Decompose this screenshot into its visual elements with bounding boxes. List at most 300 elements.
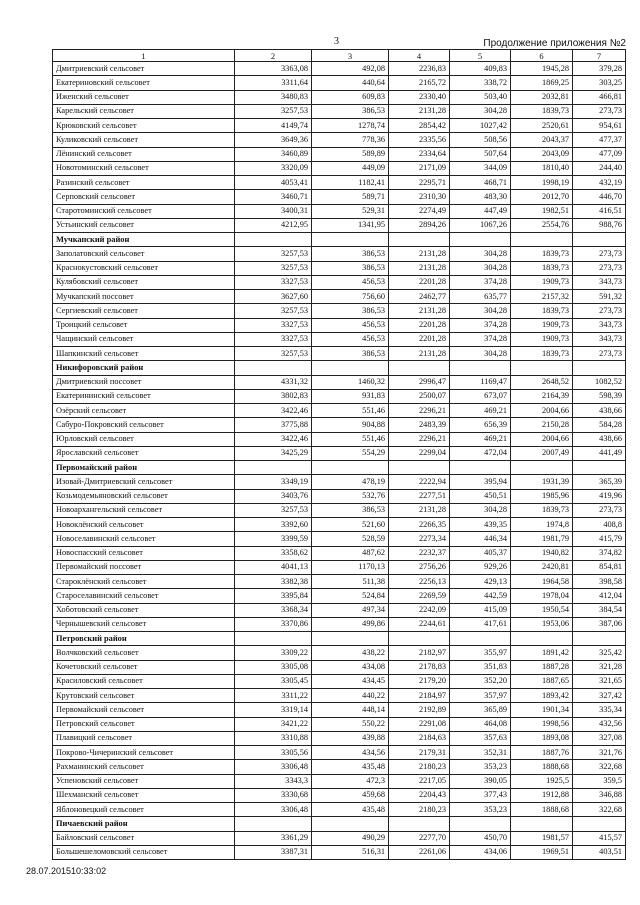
value-cell-col-2: 3392,60 [235, 518, 312, 532]
table-row [53, 318, 626, 332]
value-cell-col-3: 440,22 [312, 689, 389, 703]
value-cell-col-3: 472,3 [312, 774, 389, 788]
value-cell-col-4: 2295,71 [389, 176, 450, 190]
value-cell-col-5: 374,28 [450, 275, 511, 289]
value-cell-col-7: 415,57 [573, 831, 626, 845]
value-cell-col-5: 673,07 [450, 389, 511, 403]
municipality-name: Козьмодемьяновский сельсовет [53, 489, 235, 503]
value-cell-col-2: 3257,53 [235, 247, 312, 261]
municipality-name: Сабуро-Покровский сельсовет [53, 418, 235, 432]
value-cell-col-7: 466,81 [573, 90, 626, 104]
empty-cell [573, 233, 626, 247]
value-cell-col-3: 521,60 [312, 518, 389, 532]
value-cell-col-5: 353,23 [450, 760, 511, 774]
municipality-name: Староселавинский сельсовет [53, 589, 235, 603]
value-cell-col-5: 429,13 [450, 575, 511, 589]
table-row [53, 831, 626, 845]
value-cell-col-6: 2150,28 [511, 418, 573, 432]
table-row [53, 746, 626, 760]
column-number-2: 2 [235, 50, 312, 62]
value-cell-col-7: 273,73 [573, 104, 626, 118]
district-name: Первомайский район [53, 461, 235, 475]
value-cell-col-4: 2462,77 [389, 290, 450, 304]
empty-cell [312, 817, 389, 831]
value-cell-col-3: 554,29 [312, 446, 389, 460]
column-number-5: 5 [450, 50, 511, 62]
table-row [53, 247, 626, 261]
value-cell-col-7: 273,73 [573, 261, 626, 275]
table-row [53, 332, 626, 346]
municipality-name: Кочетовский сельсовет [53, 660, 235, 674]
value-cell-col-5: 434,06 [450, 845, 511, 859]
value-cell-col-6: 2032,81 [511, 90, 573, 104]
table-row [53, 176, 626, 190]
table-row [53, 489, 626, 503]
municipality-name: Серповский сельсовет [53, 190, 235, 204]
value-cell-col-6: 1839,73 [511, 261, 573, 275]
table-row [53, 717, 626, 731]
value-cell-col-6: 1839,73 [511, 247, 573, 261]
empty-cell [235, 817, 312, 831]
value-cell-col-4: 2500,07 [389, 389, 450, 403]
value-cell-col-4: 2179,31 [389, 746, 450, 760]
value-cell-col-5: 417,61 [450, 617, 511, 631]
value-cell-col-2: 3257,53 [235, 261, 312, 275]
value-cell-col-5: 442,59 [450, 589, 511, 603]
value-cell-col-3: 434,08 [312, 660, 389, 674]
value-cell-col-4: 2179,20 [389, 674, 450, 688]
column-number-1: 1 [53, 50, 235, 62]
value-cell-col-3: 490,29 [312, 831, 389, 845]
value-cell-col-7: 335,34 [573, 703, 626, 717]
value-cell-col-3: 438,22 [312, 646, 389, 660]
municipality-name: Заполатовский сельсовет [53, 247, 235, 261]
value-cell-col-5: 468,71 [450, 176, 511, 190]
value-cell-col-5: 352,31 [450, 746, 511, 760]
value-cell-col-2: 3460,89 [235, 147, 312, 161]
value-cell-col-4: 2274,49 [389, 204, 450, 218]
value-cell-col-5: 464,08 [450, 717, 511, 731]
value-cell-col-2: 3775,88 [235, 418, 312, 432]
district-name: Пичаевский район [53, 817, 235, 831]
value-cell-col-2: 3403,76 [235, 489, 312, 503]
value-cell-col-3: 439,88 [312, 731, 389, 745]
value-cell-col-7: 403,51 [573, 845, 626, 859]
value-cell-col-6: 1982,51 [511, 204, 573, 218]
table-row [53, 788, 626, 802]
value-cell-col-7: 321,76 [573, 746, 626, 760]
value-cell-col-5: 503,40 [450, 90, 511, 104]
value-cell-col-3: 456,53 [312, 318, 389, 332]
table-body [53, 62, 626, 860]
empty-cell [389, 817, 450, 831]
value-cell-col-4: 2244,61 [389, 617, 450, 631]
table-row [53, 418, 626, 432]
table-row [53, 161, 626, 175]
value-cell-col-3: 386,53 [312, 347, 389, 361]
empty-cell [389, 233, 450, 247]
value-cell-col-4: 2277,51 [389, 489, 450, 503]
municipality-name: Дмитриевский сельсовет [53, 62, 235, 76]
value-cell-col-7: 273,73 [573, 347, 626, 361]
value-cell-col-2: 3363,08 [235, 62, 312, 76]
value-cell-col-5: 415,09 [450, 603, 511, 617]
value-cell-col-2: 3627,60 [235, 290, 312, 304]
value-cell-col-2: 3382,38 [235, 575, 312, 589]
empty-cell [511, 461, 573, 475]
empty-cell [235, 461, 312, 475]
value-cell-col-4: 2171,09 [389, 161, 450, 175]
value-cell-col-5: 450,70 [450, 831, 511, 845]
value-cell-col-7: 303,25 [573, 76, 626, 90]
value-cell-col-2: 3305,56 [235, 746, 312, 760]
value-cell-col-6: 1887,65 [511, 674, 573, 688]
value-cell-col-5: 483,30 [450, 190, 511, 204]
value-cell-col-5: 656,39 [450, 418, 511, 432]
value-cell-col-6: 1981,79 [511, 532, 573, 546]
value-cell-col-4: 2131,28 [389, 503, 450, 517]
value-cell-col-3: 456,53 [312, 332, 389, 346]
table-row [53, 304, 626, 318]
value-cell-col-5: 405,37 [450, 546, 511, 560]
value-cell-col-6: 2520,61 [511, 119, 573, 133]
empty-cell [235, 632, 312, 646]
value-cell-col-3: 448,14 [312, 703, 389, 717]
table-row [53, 147, 626, 161]
column-number-row [53, 50, 626, 62]
district-section-row [53, 632, 626, 646]
municipality-name: Шапкинский сельсовет [53, 347, 235, 361]
municipality-name: Петровский сельсовет [53, 717, 235, 731]
value-cell-col-4: 2296,21 [389, 432, 450, 446]
district-name: Мучкапский район [53, 233, 235, 247]
value-cell-col-5: 357,97 [450, 689, 511, 703]
value-cell-col-7: 374,82 [573, 546, 626, 560]
table-row [53, 760, 626, 774]
empty-cell [573, 461, 626, 475]
value-cell-col-4: 2894,26 [389, 218, 450, 232]
municipality-name: Чащинский сельсовет [53, 332, 235, 346]
value-cell-col-3: 440,64 [312, 76, 389, 90]
empty-cell [450, 817, 511, 831]
value-cell-col-6: 1940,82 [511, 546, 573, 560]
value-cell-col-2: 3802,83 [235, 389, 312, 403]
value-cell-col-2: 3327,53 [235, 332, 312, 346]
value-cell-col-5: 338,72 [450, 76, 511, 90]
value-cell-col-3: 551,46 [312, 404, 389, 418]
table-row [53, 446, 626, 460]
value-cell-col-3: 435,48 [312, 803, 389, 817]
value-cell-col-3: 550,22 [312, 717, 389, 731]
value-cell-col-4: 2217,05 [389, 774, 450, 788]
value-cell-col-2: 3480,83 [235, 90, 312, 104]
value-cell-col-2: 3311,22 [235, 689, 312, 703]
value-cell-col-6: 1901,34 [511, 703, 573, 717]
municipality-name: Куликовский сельсовет [53, 133, 235, 147]
table-row [53, 475, 626, 489]
value-cell-col-6: 2648,52 [511, 375, 573, 389]
value-cell-col-5: 472,04 [450, 446, 511, 460]
value-cell-col-7: 441,49 [573, 446, 626, 460]
value-cell-col-5: 508,56 [450, 133, 511, 147]
empty-cell [235, 361, 312, 375]
value-cell-col-5: 1067,26 [450, 218, 511, 232]
municipality-name: Хоботовский сельсовет [53, 603, 235, 617]
value-cell-col-2: 3257,53 [235, 104, 312, 118]
value-cell-col-5: 439,35 [450, 518, 511, 532]
value-cell-col-5: 390,05 [450, 774, 511, 788]
empty-cell [511, 632, 573, 646]
value-cell-col-4: 2184,97 [389, 689, 450, 703]
value-cell-col-3: 756,60 [312, 290, 389, 304]
value-cell-col-6: 2043,09 [511, 147, 573, 161]
value-cell-col-7: 477,09 [573, 147, 626, 161]
value-cell-col-4: 2996,47 [389, 375, 450, 389]
value-cell-col-4: 2273,34 [389, 532, 450, 546]
value-cell-col-3: 459,68 [312, 788, 389, 802]
value-cell-col-2: 3368,34 [235, 603, 312, 617]
table-row [53, 589, 626, 603]
municipality-name: Юрловский сельсовет [53, 432, 235, 446]
value-cell-col-4: 2335,56 [389, 133, 450, 147]
value-cell-col-3: 478,19 [312, 475, 389, 489]
value-cell-col-7: 379,28 [573, 62, 626, 76]
value-cell-col-2: 3257,53 [235, 304, 312, 318]
column-number-3: 3 [312, 50, 389, 62]
value-cell-col-7: 477,37 [573, 133, 626, 147]
value-cell-col-2: 3309,22 [235, 646, 312, 660]
value-cell-col-6: 2004,66 [511, 432, 573, 446]
table-row [53, 375, 626, 389]
value-cell-col-6: 1985,96 [511, 489, 573, 503]
district-section-row [53, 817, 626, 831]
value-cell-col-3: 1278,74 [312, 119, 389, 133]
value-cell-col-7: 438,66 [573, 404, 626, 418]
municipality-name: Ярославский сельсовет [53, 446, 235, 460]
value-cell-col-7: 591,32 [573, 290, 626, 304]
table-row [53, 731, 626, 745]
value-cell-col-3: 778,36 [312, 133, 389, 147]
value-cell-col-5: 304,28 [450, 247, 511, 261]
table-row [53, 646, 626, 660]
table-row [53, 261, 626, 275]
value-cell-col-4: 2266,35 [389, 518, 450, 532]
empty-cell [389, 461, 450, 475]
municipality-name: Новоселавинский сельсовет [53, 532, 235, 546]
value-cell-col-2: 3330,68 [235, 788, 312, 802]
value-cell-col-6: 1887,28 [511, 660, 573, 674]
value-cell-col-2: 3306,48 [235, 803, 312, 817]
table-row [53, 503, 626, 517]
value-cell-col-3: 511,38 [312, 575, 389, 589]
value-cell-col-4: 2756,26 [389, 560, 450, 574]
value-cell-col-2: 3327,53 [235, 318, 312, 332]
value-cell-col-4: 2299,04 [389, 446, 450, 460]
value-cell-col-7: 327,08 [573, 731, 626, 745]
column-number-6: 6 [511, 50, 573, 62]
empty-cell [511, 233, 573, 247]
value-cell-col-7: 325,42 [573, 646, 626, 660]
table-row [53, 275, 626, 289]
value-cell-col-7: 343,73 [573, 332, 626, 346]
municipality-name: Покрово-Чичеринский сельсовет [53, 746, 235, 760]
value-cell-col-2: 3349,19 [235, 475, 312, 489]
value-cell-col-2: 3425,29 [235, 446, 312, 460]
value-cell-col-4: 2178,83 [389, 660, 450, 674]
municipality-name: Большешеломовский сельсовет [53, 845, 235, 859]
value-cell-col-6: 1888,68 [511, 760, 573, 774]
value-cell-col-5: 304,28 [450, 261, 511, 275]
table-row [53, 62, 626, 76]
value-cell-col-4: 2232,37 [389, 546, 450, 560]
value-cell-col-7: 273,73 [573, 247, 626, 261]
value-cell-col-2: 4053,41 [235, 176, 312, 190]
table-row [53, 689, 626, 703]
value-cell-col-7: 419,96 [573, 489, 626, 503]
empty-cell [450, 632, 511, 646]
value-cell-col-5: 469,21 [450, 432, 511, 446]
table-row [53, 560, 626, 574]
value-cell-col-7: 584,28 [573, 418, 626, 432]
table-row [53, 518, 626, 532]
value-cell-col-4: 2483,39 [389, 418, 450, 432]
value-cell-col-4: 2165,72 [389, 76, 450, 90]
value-cell-col-6: 1998,19 [511, 176, 573, 190]
value-cell-col-6: 1893,42 [511, 689, 573, 703]
table-row [53, 218, 626, 232]
municipality-name: Староклёнский сельсовет [53, 575, 235, 589]
value-cell-col-3: 551,46 [312, 432, 389, 446]
value-cell-col-5: 635,77 [450, 290, 511, 304]
value-cell-col-2: 3257,53 [235, 503, 312, 517]
value-cell-col-3: 449,09 [312, 161, 389, 175]
value-cell-col-5: 304,28 [450, 503, 511, 517]
print-timestamp: 28.07.201510:33:02 [26, 866, 107, 876]
value-cell-col-5: 352,20 [450, 674, 511, 688]
value-cell-col-7: 321,28 [573, 660, 626, 674]
table-row [53, 774, 626, 788]
value-cell-col-5: 450,51 [450, 489, 511, 503]
value-cell-col-2: 3370,86 [235, 617, 312, 631]
value-cell-col-7: 398,58 [573, 575, 626, 589]
municipality-name: Крутовский сельсовет [53, 689, 235, 703]
value-cell-col-6: 2012,70 [511, 190, 573, 204]
value-cell-col-5: 351,83 [450, 660, 511, 674]
value-cell-col-7: 244,40 [573, 161, 626, 175]
table-row [53, 347, 626, 361]
municipality-name: Краснокустовский сельсовет [53, 261, 235, 275]
value-cell-col-4: 2131,28 [389, 261, 450, 275]
value-cell-col-4: 2204,43 [389, 788, 450, 802]
value-cell-col-6: 1912,88 [511, 788, 573, 802]
value-cell-col-4: 2261,06 [389, 845, 450, 859]
value-cell-col-7: 1082,52 [573, 375, 626, 389]
value-cell-col-2: 3460,71 [235, 190, 312, 204]
table-row [53, 204, 626, 218]
value-cell-col-7: 327,42 [573, 689, 626, 703]
value-cell-col-6: 1909,73 [511, 318, 573, 332]
value-cell-col-7: 598,39 [573, 389, 626, 403]
value-cell-col-3: 1182,41 [312, 176, 389, 190]
value-cell-col-3: 497,34 [312, 603, 389, 617]
value-cell-col-3: 434,45 [312, 674, 389, 688]
value-cell-col-7: 343,73 [573, 275, 626, 289]
value-cell-col-7: 322,68 [573, 803, 626, 817]
value-cell-col-7: 432,19 [573, 176, 626, 190]
page-number: 3 [334, 36, 339, 47]
value-cell-col-3: 589,71 [312, 190, 389, 204]
value-cell-col-7: 273,73 [573, 304, 626, 318]
value-cell-col-4: 2330,40 [389, 90, 450, 104]
value-cell-col-2: 3257,53 [235, 347, 312, 361]
value-cell-col-7: 322,68 [573, 760, 626, 774]
value-cell-col-4: 2131,28 [389, 104, 450, 118]
value-cell-col-6: 1945,28 [511, 62, 573, 76]
table-row [53, 389, 626, 403]
value-cell-col-4: 2201,28 [389, 332, 450, 346]
value-cell-col-2: 3320,09 [235, 161, 312, 175]
value-cell-col-5: 507,64 [450, 147, 511, 161]
table-row [53, 575, 626, 589]
value-cell-col-3: 609,83 [312, 90, 389, 104]
table-row [53, 546, 626, 560]
value-cell-col-3: 529,31 [312, 204, 389, 218]
value-cell-col-6: 1810,40 [511, 161, 573, 175]
value-cell-col-5: 374,28 [450, 332, 511, 346]
value-cell-col-6: 1893,08 [511, 731, 573, 745]
value-cell-col-4: 2296,21 [389, 404, 450, 418]
value-cell-col-7: 438,66 [573, 432, 626, 446]
value-cell-col-5: 409,83 [450, 62, 511, 76]
value-cell-col-7: 412,04 [573, 589, 626, 603]
value-cell-col-6: 1953,06 [511, 617, 573, 631]
value-cell-col-6: 2164,39 [511, 389, 573, 403]
value-cell-col-5: 395,94 [450, 475, 511, 489]
empty-cell [312, 233, 389, 247]
value-cell-col-4: 2192,89 [389, 703, 450, 717]
value-cell-col-7: 416,51 [573, 204, 626, 218]
municipality-name: Первомайский сельсовет [53, 703, 235, 717]
table-row [53, 104, 626, 118]
value-cell-col-4: 2291,08 [389, 717, 450, 731]
value-cell-col-2: 3311,64 [235, 76, 312, 90]
value-cell-col-4: 2182,97 [389, 646, 450, 660]
value-cell-col-5: 1027,42 [450, 119, 511, 133]
value-cell-col-2: 3306,48 [235, 760, 312, 774]
value-cell-col-7: 408,8 [573, 518, 626, 532]
value-cell-col-5: 1169,47 [450, 375, 511, 389]
table-row [53, 703, 626, 717]
table-row [53, 660, 626, 674]
municipality-name: Новоклёнский сельсовет [53, 518, 235, 532]
value-cell-col-4: 2277,70 [389, 831, 450, 845]
value-cell-col-6: 1998,56 [511, 717, 573, 731]
value-cell-col-4: 2201,28 [389, 275, 450, 289]
table-row [53, 532, 626, 546]
district-name: Петровский район [53, 632, 235, 646]
value-cell-col-7: 321,65 [573, 674, 626, 688]
value-cell-col-5: 344,09 [450, 161, 511, 175]
value-cell-col-3: 487,62 [312, 546, 389, 560]
municipality-name: Крюковский сельсовет [53, 119, 235, 133]
table-row [53, 290, 626, 304]
value-cell-col-6: 1887,76 [511, 746, 573, 760]
value-cell-col-5: 929,26 [450, 560, 511, 574]
value-cell-col-6: 1969,51 [511, 845, 573, 859]
table-row [53, 90, 626, 104]
value-cell-col-4: 2180,23 [389, 803, 450, 817]
value-cell-col-3: 386,53 [312, 247, 389, 261]
